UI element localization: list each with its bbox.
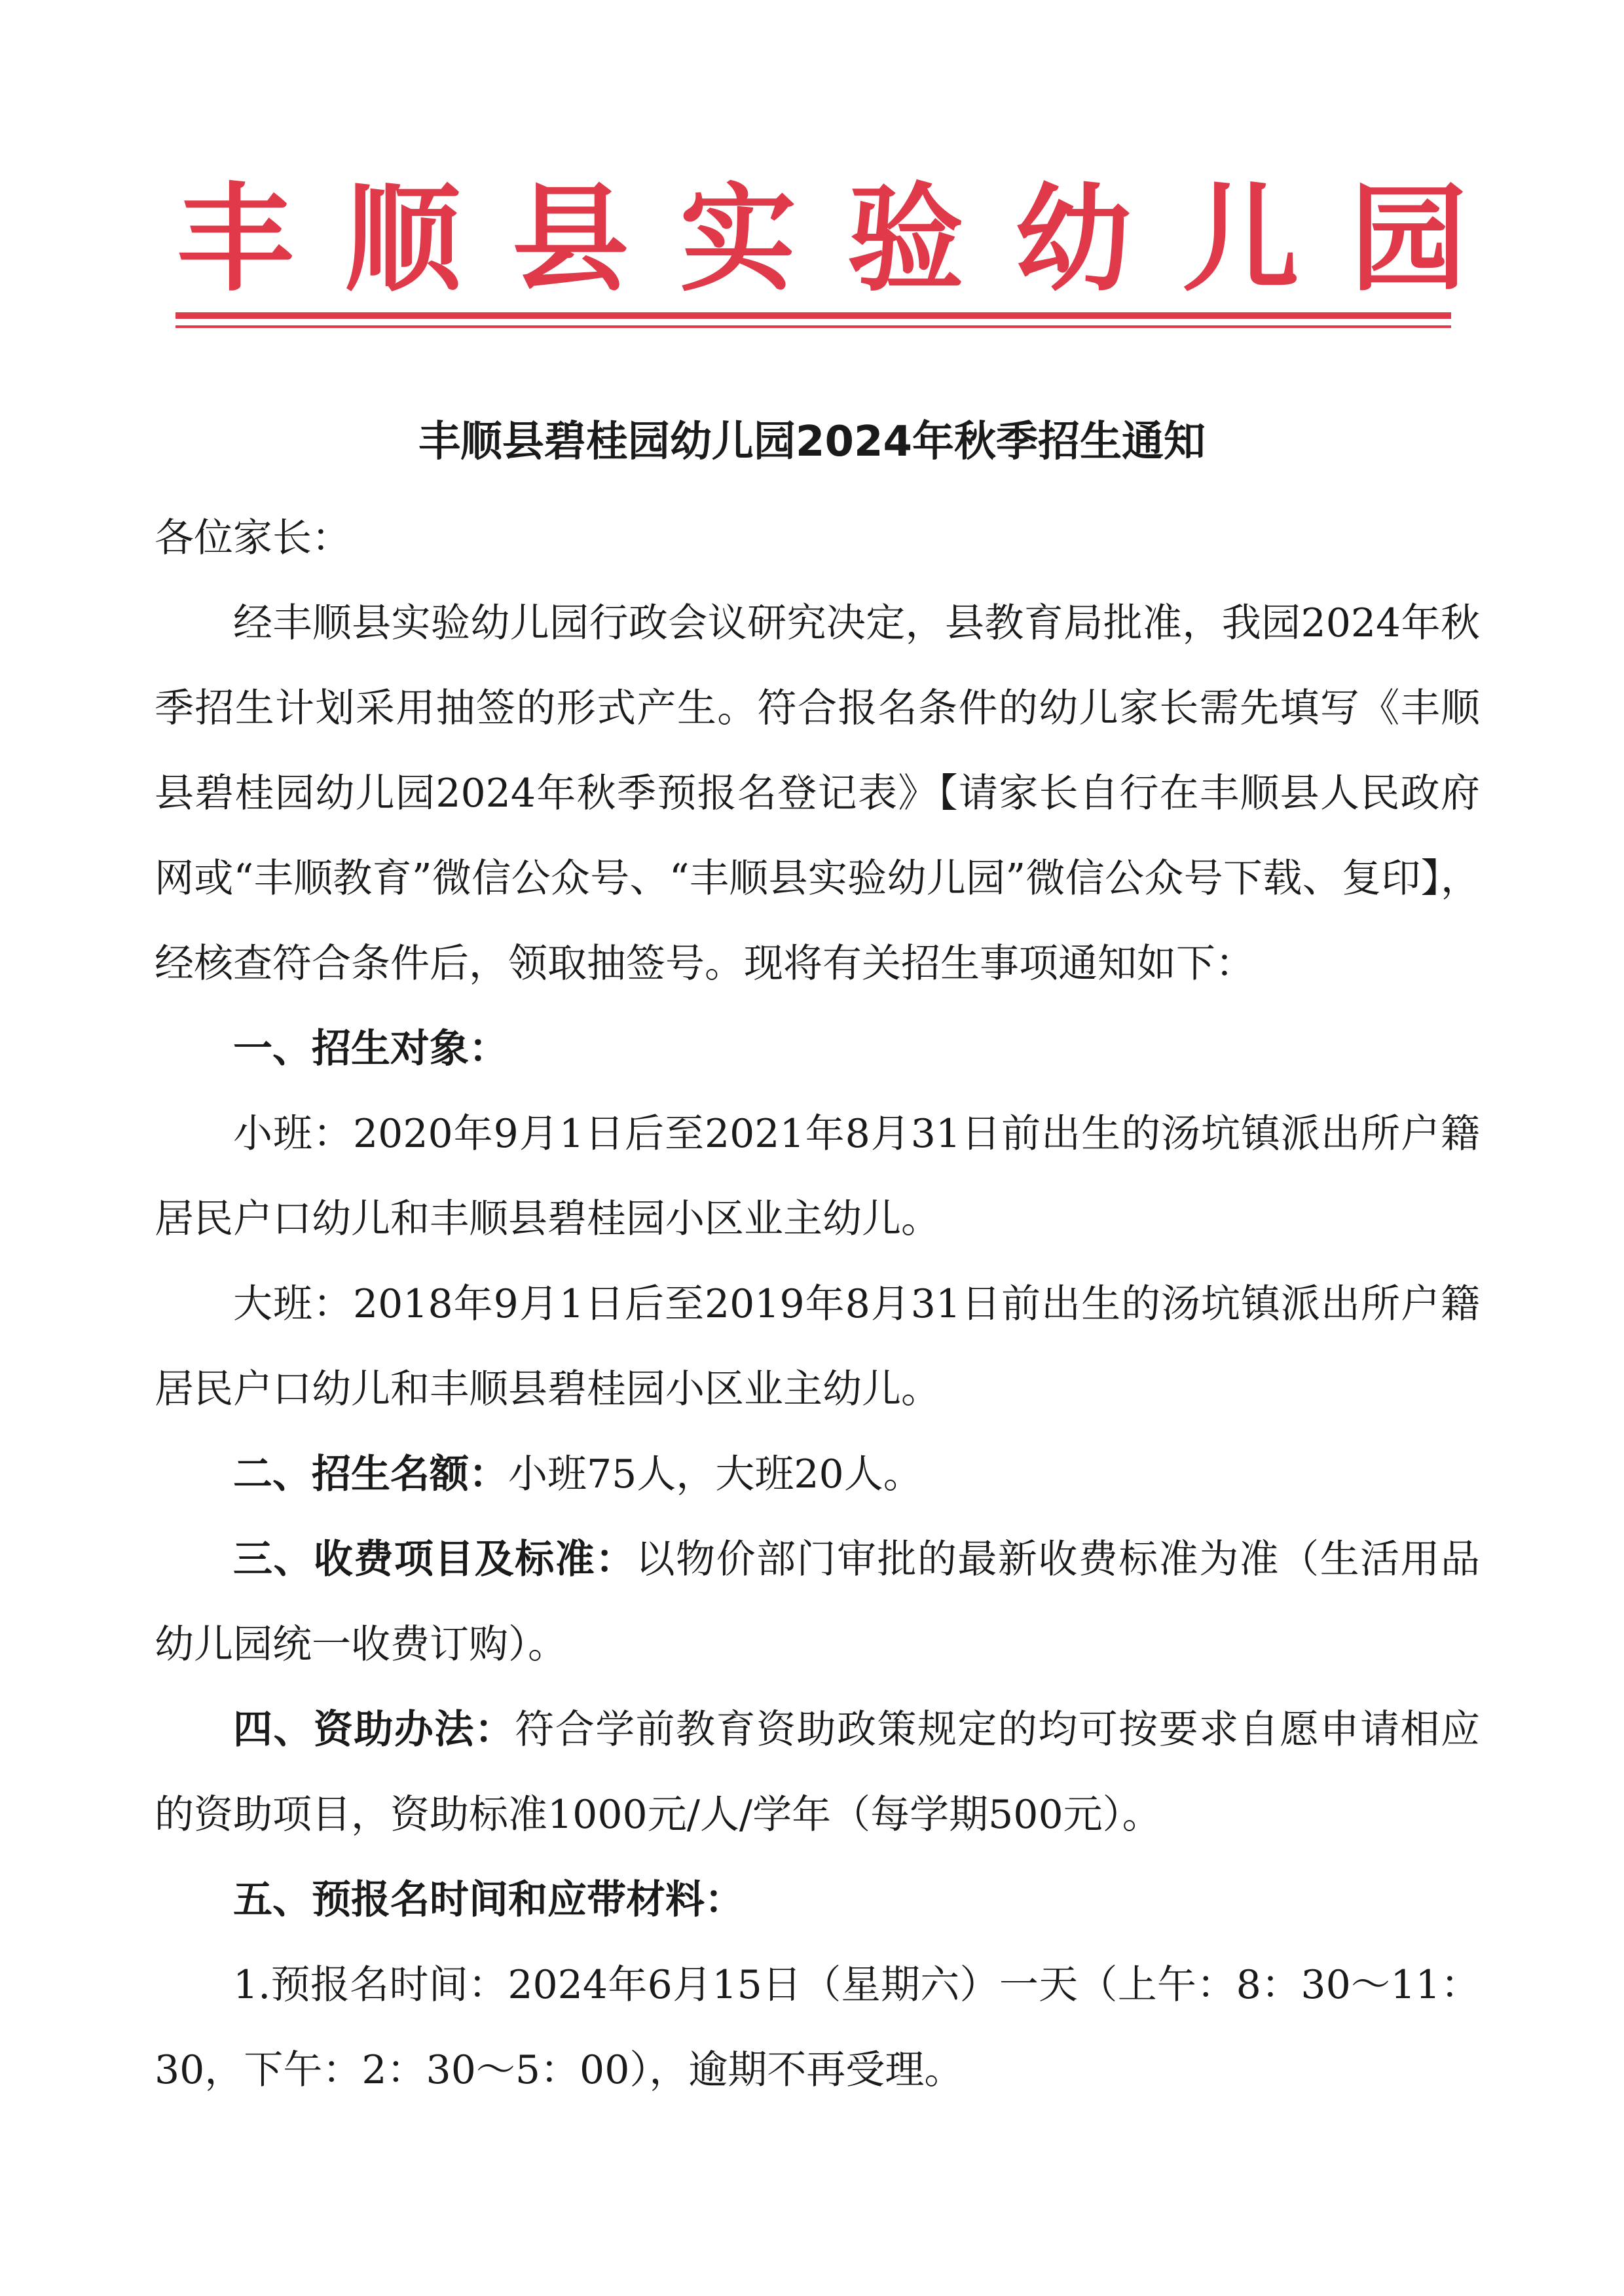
section-2-text: 小班75人，大班20人。 [508,1451,923,1497]
section-5-heading: 五、预报名时间和应带材料： [233,1877,744,1923]
section-3-heading: 三、收费项目及标准： [233,1537,636,1582]
letterhead-title: 丰顺县实验幼儿园 [177,170,1518,307]
section-1-small-class: 小班：2020年9月1日后至2021年8月31日前出生的汤坑镇派出所户籍居民户口幼儿和丰顺县碧桂园小区业主幼儿。 [155,1111,1480,1242]
section-1-heading: 一、招生对象： [233,1026,508,1072]
notice-title: 丰顺县碧桂园幼儿园2024年秋季招生通知 [418,418,1206,466]
letterhead-thick-rule [175,312,1451,319]
section-4-heading: 四、资助办法： [233,1707,515,1753]
section-3 [155,1517,1480,1687]
section-4 [155,1687,1480,1857]
section-1-big-class: 大班：2018年9月1日后至2019年8月31日前出生的汤坑镇派出所户籍居民户口幼儿和丰顺县碧桂园小区业主幼儿。 [155,1281,1480,1412]
section-2-heading: 二、招生名额： [233,1451,508,1497]
section-5-item-1: 1.预报名时间：2024年6月15日（星期六）一天（上午：8：30～11：30，下午：2：30～5：00），逾期不再受理。 [155,1962,1480,2093]
section-4-text: 符合学前教育资助政策规定的均可按要求自愿申请相应的资助项目，资助标准1000元/人/学年（每学期500元）。 [155,1707,1481,1838]
intro-paragraph: 经丰顺县实验幼儿园行政会议研究决定，县教育局批准，我园2024年秋季招生计划采用抽签的形式产生。符合报名条件的幼儿家长需先填写《丰顺县碧桂园幼儿园2024年秋季预报名登记表》【请家长自行在丰顺县人民政府网或“丰顺教育”微信公众号、“丰顺县实验幼儿园”微信公众号下载、复印】，经核查符合条件后，领取抽签号。现将有关招生事项通知如下： [155,600,1480,987]
salutation: 各位家长： [155,515,351,561]
section-2 [155,1432,1480,1517]
section-3-text: 以物价部门审批的最新收费标准为准（生活用品幼儿园统一收费订购）。 [155,1537,1481,1667]
letterhead-thin-rule [175,325,1451,328]
notice-body [155,496,1480,2113]
